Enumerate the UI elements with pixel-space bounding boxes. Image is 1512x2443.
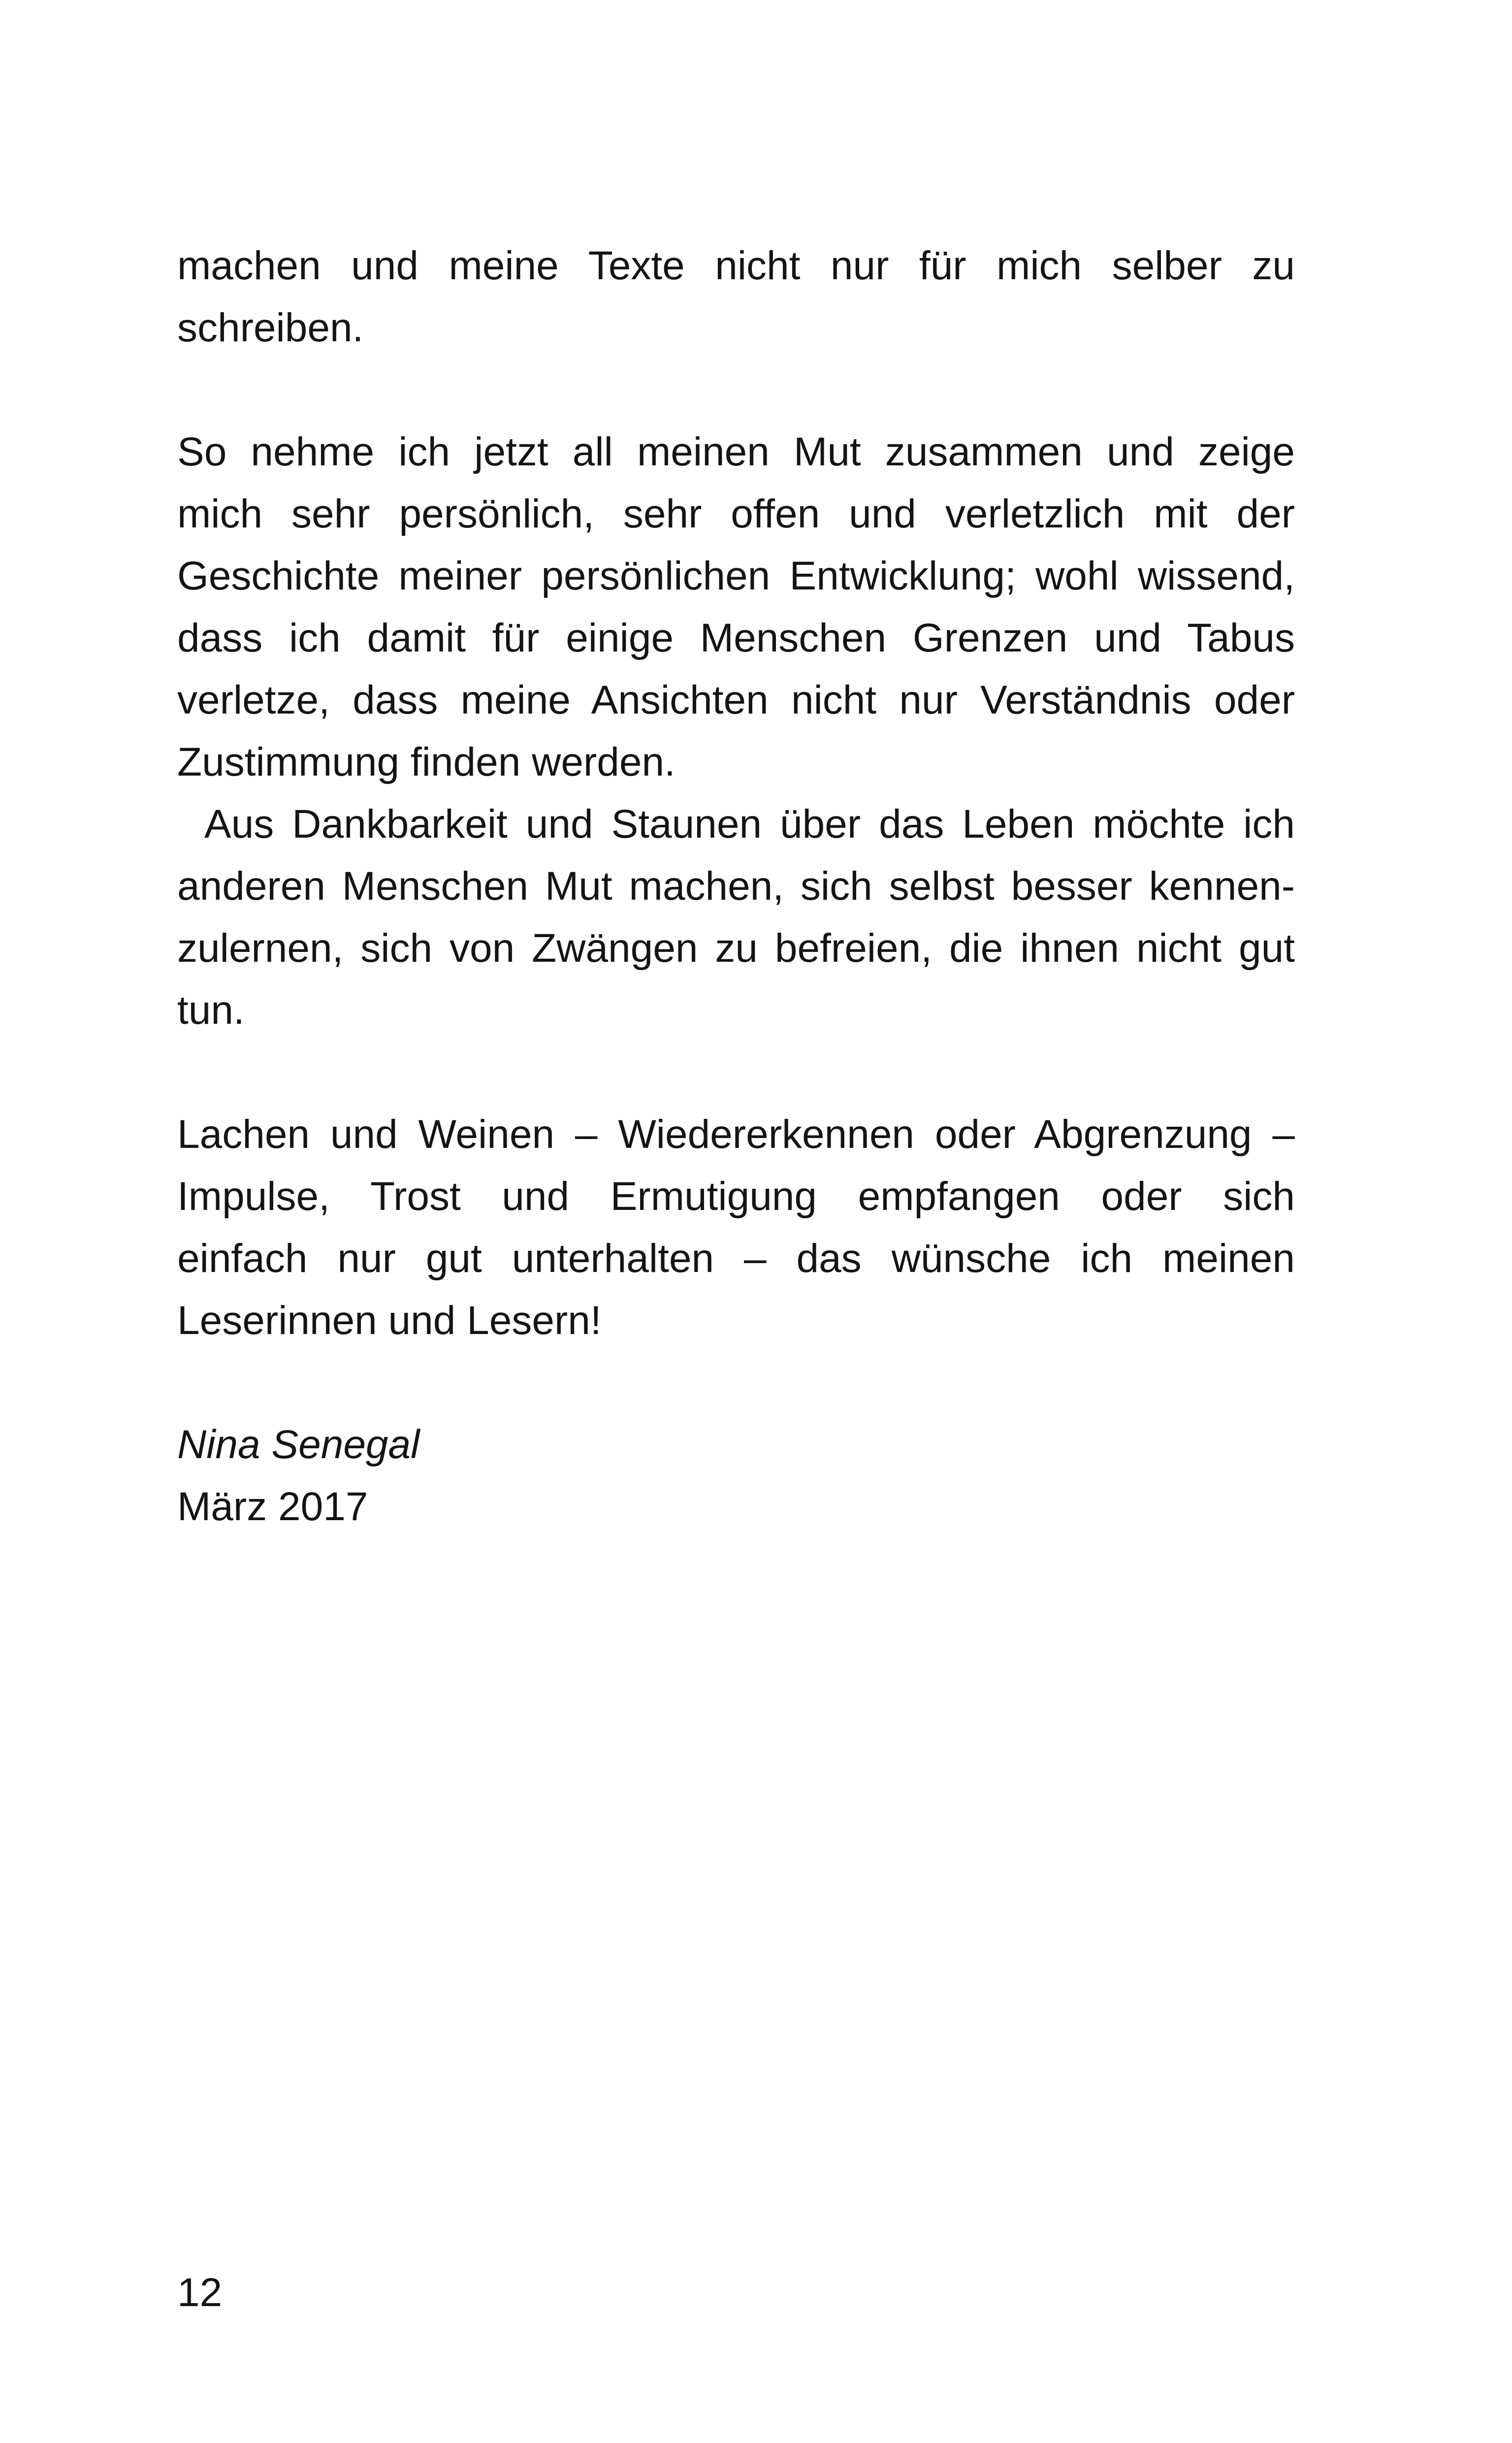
text-line: schreiben. (177, 305, 364, 350)
text-line: Impulse, Trost und Ermutigung empfangen oder sich (177, 1174, 1295, 1219)
text-line: machen und meine Texte nicht nur für mich selber zu (177, 243, 1295, 288)
text-line: tun. (177, 988, 245, 1033)
text-line: Leserinnen und Lesern! (177, 1298, 602, 1343)
text-line: Aus Dankbarkeit und Staunen über das Leben möchte ich (204, 802, 1295, 847)
text-line: mich sehr persönlich, sehr offen und verletzlich mit der (177, 491, 1295, 536)
text-line: einfach nur gut unterhalten – das wünsche ich meinen (177, 1236, 1295, 1281)
text-line: verletze, dass meine Ansichten nicht nur Verständnis oder (177, 678, 1295, 722)
text-line: Geschichte meiner persönlichen Entwicklung; wohl wissend, (177, 554, 1295, 598)
signature-date: März 2017 (177, 1484, 368, 1529)
text-line: zulernen, sich von Zwängen zu befreien, die ihnen nicht gut (177, 926, 1295, 971)
page-number: 12 (177, 2270, 223, 2315)
text-line: Zustimmung finden werden. (177, 740, 676, 784)
text-line: So nehme ich jetzt all meinen Mut zusammen und zeige (177, 429, 1295, 474)
author-name: Nina Senegal (177, 1422, 420, 1467)
text-line: anderen Menschen Mut machen, sich selbst besser kennen- (177, 864, 1295, 909)
text-line: dass ich damit für einige Menschen Grenzen und Tabus (177, 616, 1295, 660)
text-line: Lachen und Weinen – Wiedererkennen oder Abgrenzung – (177, 1112, 1295, 1157)
